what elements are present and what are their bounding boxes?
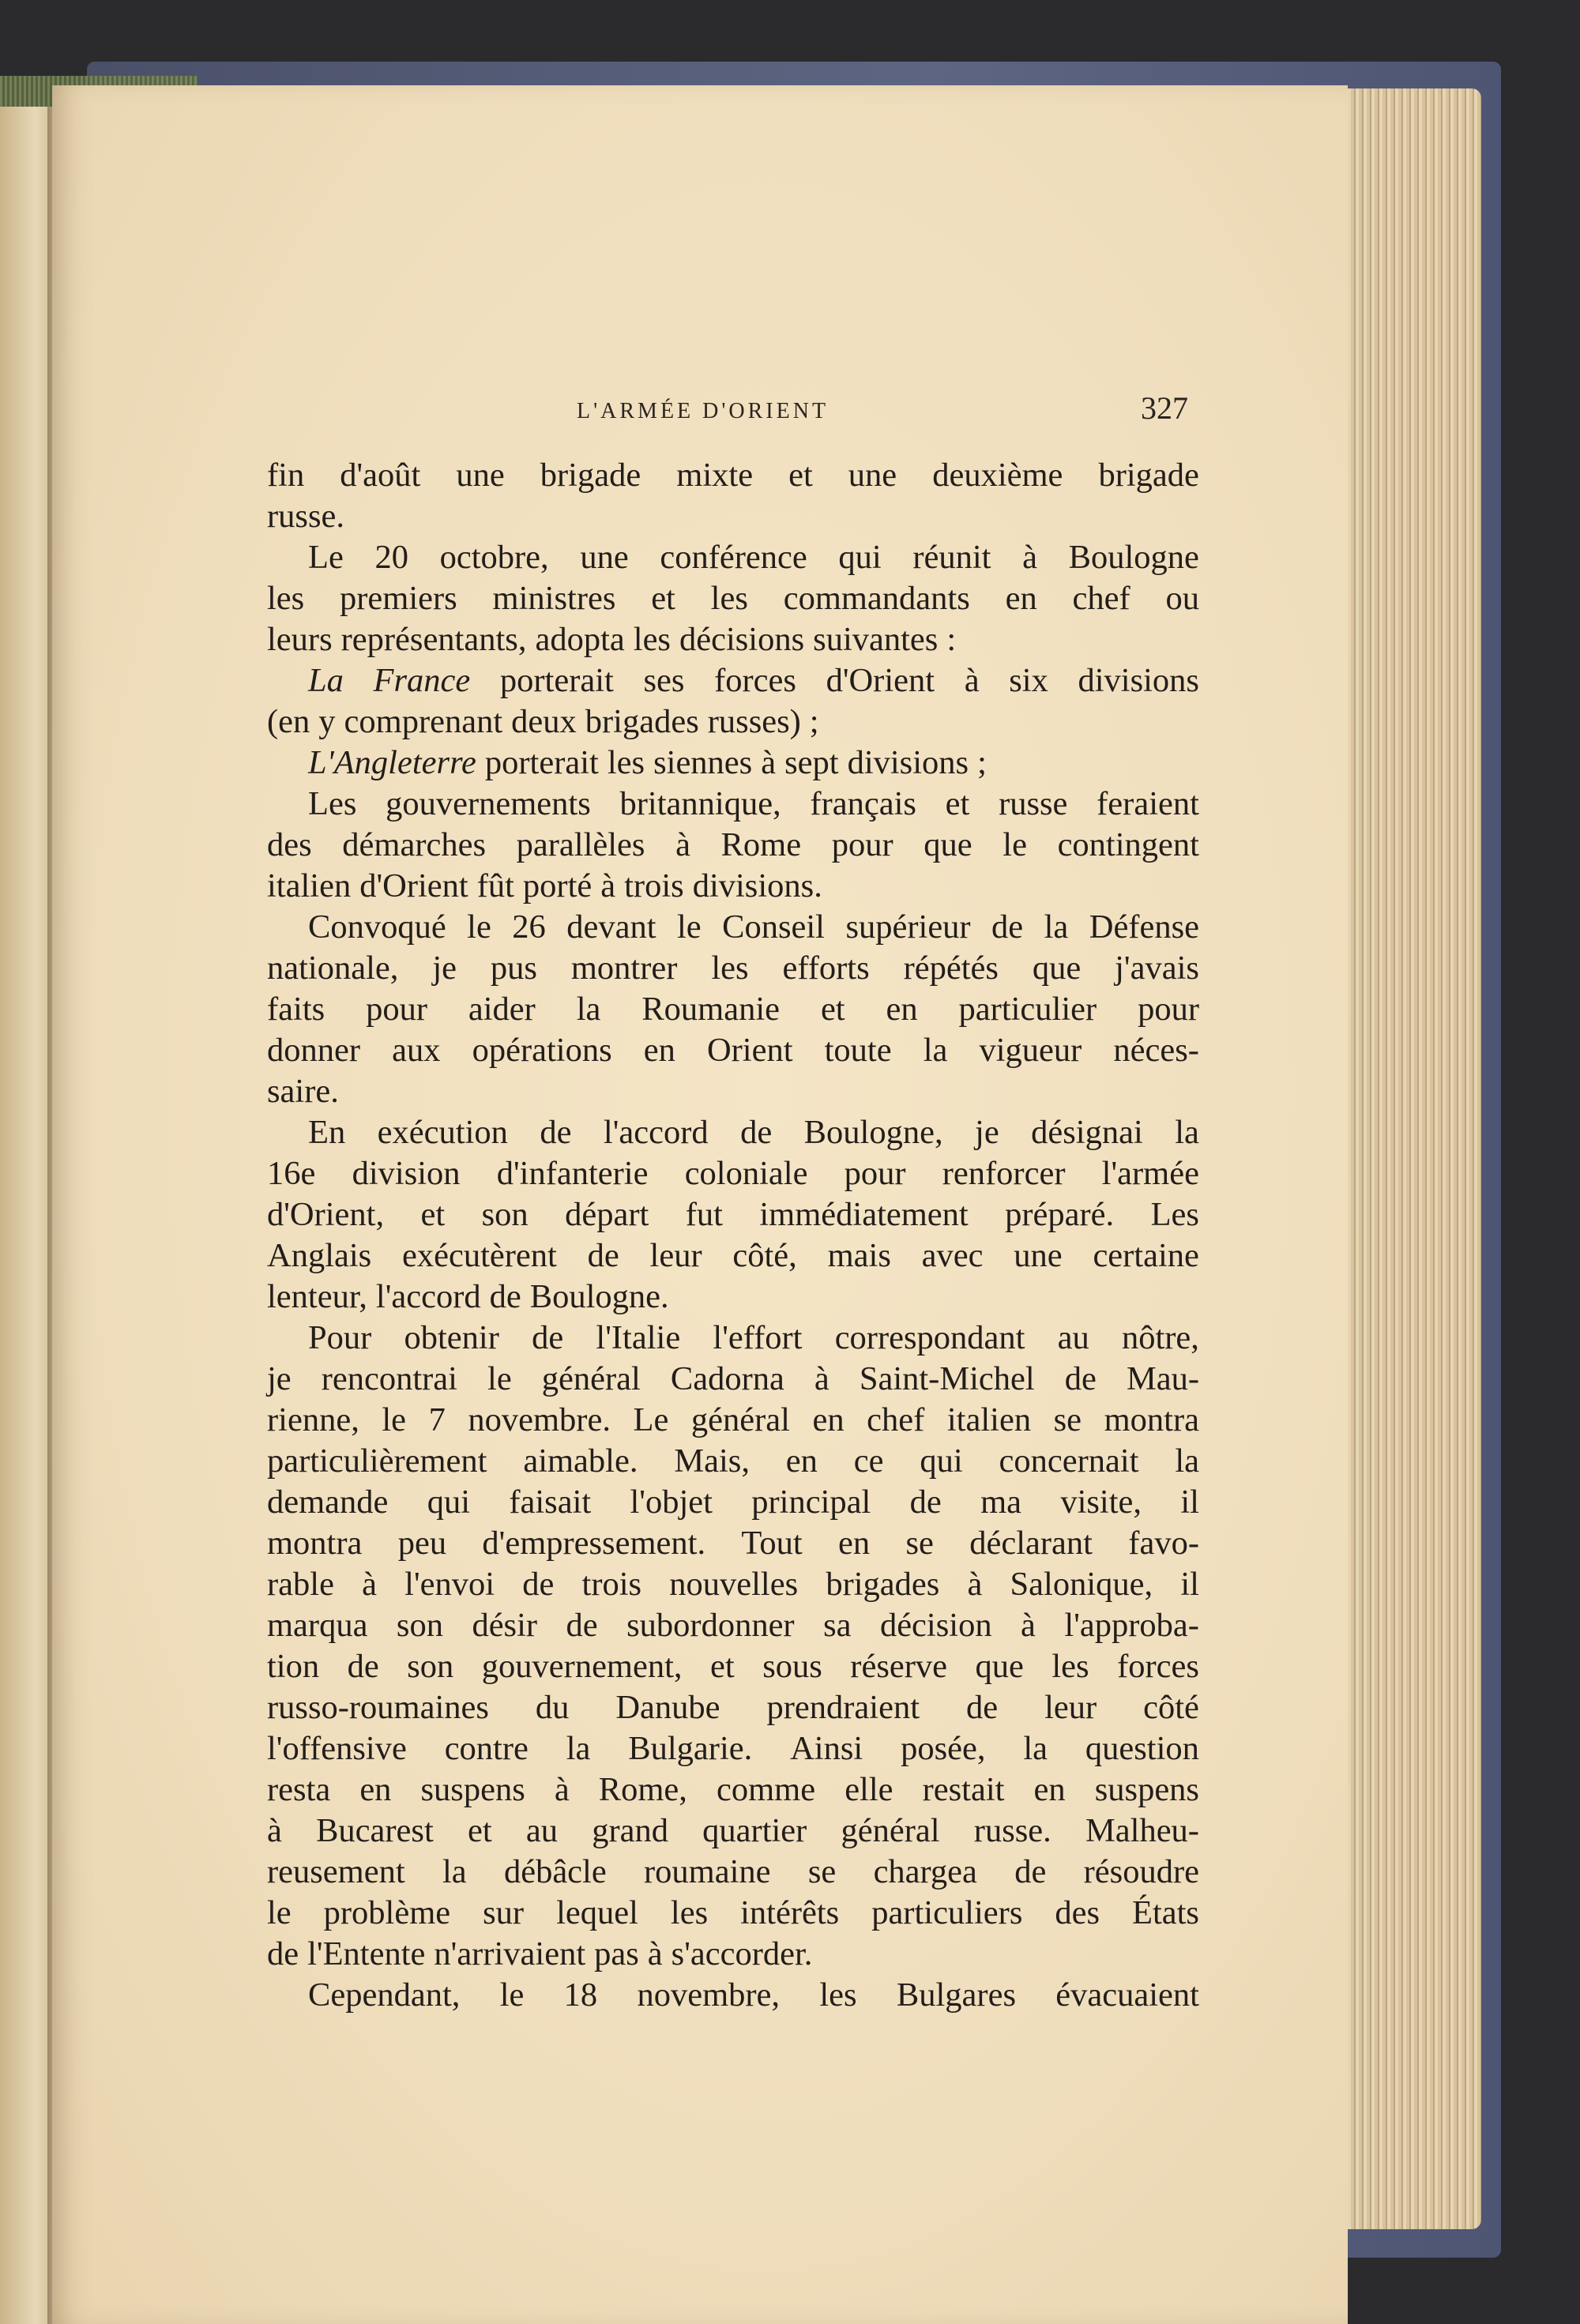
page-number: 327 [1141,390,1188,426]
text-line: donner aux opérations en Orient toute la vigueur néces- [267,1032,1199,1069]
text-line: particulièrement aimable. Mais, en ce qui concernait la [267,1442,1199,1480]
running-head: L'ARMÉE D'ORIENT [577,399,830,423]
text-line: resta en suspens à Rome, comme elle restait en suspens [267,1771,1199,1808]
text-line: d'Orient, et son départ fut immédiatement préparé. Les [267,1196,1199,1233]
text-line: Cependant, le 18 novembre, les Bulgares évacuaient [308,1976,1199,2014]
text-line: L'Angleterre porterait les siennes à sept divisions ; [308,744,987,781]
text-line: La France porterait ses forces d'Orient à six divisions [308,662,1199,699]
text-line: reusement la débâcle roumaine se chargea de résoudre [267,1853,1199,1890]
text-line: russo-roumaines du Danube prendraient de leur côté [267,1689,1199,1726]
text-line: 16e division d'infanterie coloniale pour renforcer l'armée [267,1155,1199,1192]
text-line: à Bucarest et au grand quartier général russe. Malheu- [267,1812,1199,1849]
text-line: italien d'Orient fût porté à trois divisions. [267,867,822,904]
text-line: Pour obtenir de l'Italie l'effort correspondant au nôtre, [308,1319,1199,1356]
text-line: saire. [267,1073,339,1110]
text-line: nationale, je pus montrer les efforts répétés que j'avais [267,950,1199,987]
text-line: rable à l'envoi de trois nouvelles brigades à Salonique, il [267,1566,1199,1603]
left-page-edge [0,107,51,2324]
text-line: Les gouvernements britannique, français et russe feraient [308,785,1199,822]
page-edges [1335,88,1481,2229]
text-line: le problème sur lequel les intérêts particuliers des États [267,1894,1199,1931]
text-line: je rencontrai le général Cadorna à Saint-Michel de Mau- [267,1360,1199,1397]
text-line: l'offensive contre la Bulgarie. Ainsi posée, la question [267,1730,1199,1767]
text-line: fin d'août une brigade mixte et une deuxième brigade [267,457,1199,494]
text-line: montra peu d'empressement. Tout en se déclarant favo- [267,1525,1199,1562]
text-line: Convoqué le 26 devant le Conseil supérieur de la Défense [308,908,1199,946]
text-line: Anglais exécutèrent de leur côté, mais avec une certaine [267,1237,1199,1274]
text-line: de l'Entente n'arrivaient pas à s'accorder. [267,1935,813,1972]
book-page [52,85,1348,2324]
text-line: tion de son gouvernement, et sous réserve que les forces [267,1648,1199,1685]
text-line: rienne, le 7 novembre. Le général en chef italien se montra [267,1401,1199,1438]
text-line: faits pour aider la Roumanie et en particulier pour [267,991,1199,1028]
text-line: les premiers ministres et les commandants en chef ou [267,580,1199,617]
text-line: demande qui faisait l'objet principal de ma visite, il [267,1484,1199,1521]
body-text [267,455,1199,2016]
text-line: (en y comprenant deux brigades russes) ; [267,703,819,740]
text-line: russe. [267,498,344,535]
text-line: lenteur, l'accord de Boulogne. [267,1278,669,1315]
text-line: En exécution de l'accord de Boulogne, je désignai la [308,1114,1199,1151]
text-line: marqua son désir de subordonner sa décision à l'approba- [267,1607,1199,1644]
text-line: des démarches parallèles à Rome pour que le contingent [267,826,1199,863]
text-line: leurs représentants, adopta les décisions suivantes : [267,621,957,658]
text-line: Le 20 octobre, une conférence qui réunit à Boulogne [308,539,1199,576]
